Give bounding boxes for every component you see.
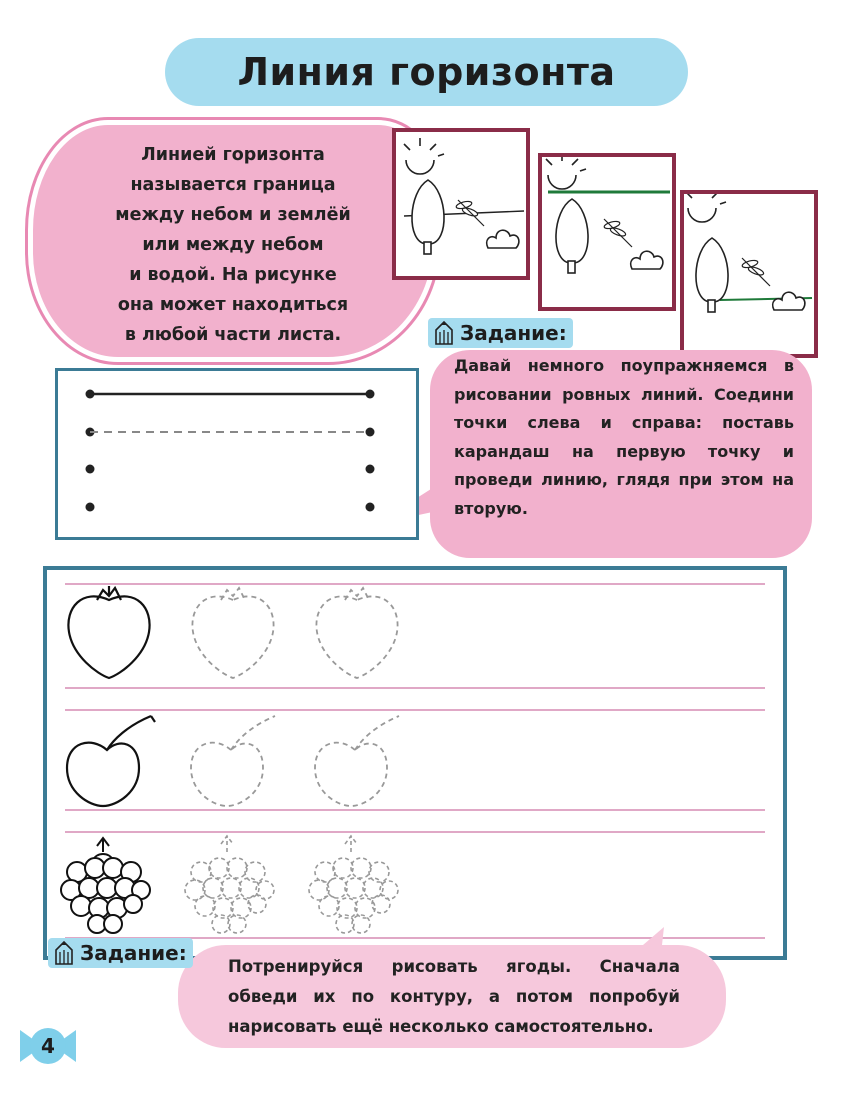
raspberry-trace[interactable] [185, 836, 274, 933]
definition-line: Линией горизонта [141, 145, 325, 165]
bush-icon [487, 230, 519, 248]
raspberry-icon [61, 838, 150, 933]
task-label-1 [428, 318, 573, 348]
task-label-text: Задание: [80, 941, 187, 965]
definition-line: она может находиться [117, 295, 349, 315]
cherry-trace[interactable] [315, 716, 399, 806]
bush-icon [773, 292, 805, 310]
raspberry-trace[interactable] [309, 836, 398, 933]
horizon-picture-middle [392, 128, 530, 280]
page-number: 4 [41, 1034, 55, 1058]
task-text-1: Давай немного поупражняемся в рисовании ровных линий. Соедини точки слева и справа: поставь карандаш на первую точку и проведи линию, глядя при этом на вторую. [454, 356, 794, 518]
definition-line: или между небом [142, 235, 324, 255]
dot-pair-4[interactable] [86, 503, 375, 512]
sun-icon [686, 194, 726, 222]
ruled-lines [65, 584, 765, 938]
strawberry-icon [68, 586, 149, 678]
title-banner [165, 38, 688, 106]
task-label-2 [48, 938, 193, 968]
dot-pair-3[interactable] [86, 465, 375, 474]
page-title: Линия горизонта [237, 50, 616, 94]
tree-icon [556, 199, 588, 273]
sun-icon [546, 157, 586, 189]
solid-guide-line [86, 390, 375, 399]
page-number-badge [18, 1022, 78, 1070]
horizon-picture-low [680, 190, 818, 358]
definition-line: и водой. На рисунке [129, 265, 337, 285]
horizon-illustration [396, 132, 526, 276]
task-label-text: Задание: [460, 321, 567, 345]
task-text-2: Потренируйся рисовать ягоды. Сначала обведи их по контуру, а потом попробуй нарисовать ещё несколько самостоятельно. [228, 957, 680, 1036]
dot-lines-exercise [55, 368, 419, 540]
definition-text [88, 140, 378, 350]
cherry-icon [67, 716, 155, 806]
dragonfly-icon [603, 219, 632, 247]
dragonfly-icon [741, 258, 770, 286]
tree-icon [412, 180, 444, 254]
definition-line: между небом и землёй [115, 205, 351, 225]
dashed-guide-line [86, 428, 375, 437]
strawberry-trace[interactable] [316, 588, 397, 678]
pencil-icon [432, 320, 456, 346]
definition-line: в любой части листа. [124, 325, 342, 345]
horizon-illustration [542, 157, 672, 307]
horizon-illustration [684, 194, 814, 354]
pencil-icon [52, 940, 76, 966]
cherry-trace[interactable] [191, 716, 275, 806]
sun-icon [404, 138, 444, 174]
definition-line: называется граница [130, 175, 336, 195]
berries-tracing-sheet [47, 570, 779, 952]
horizon-picture-high [538, 153, 676, 311]
strawberry-trace[interactable] [192, 588, 273, 678]
bush-icon [631, 251, 663, 269]
